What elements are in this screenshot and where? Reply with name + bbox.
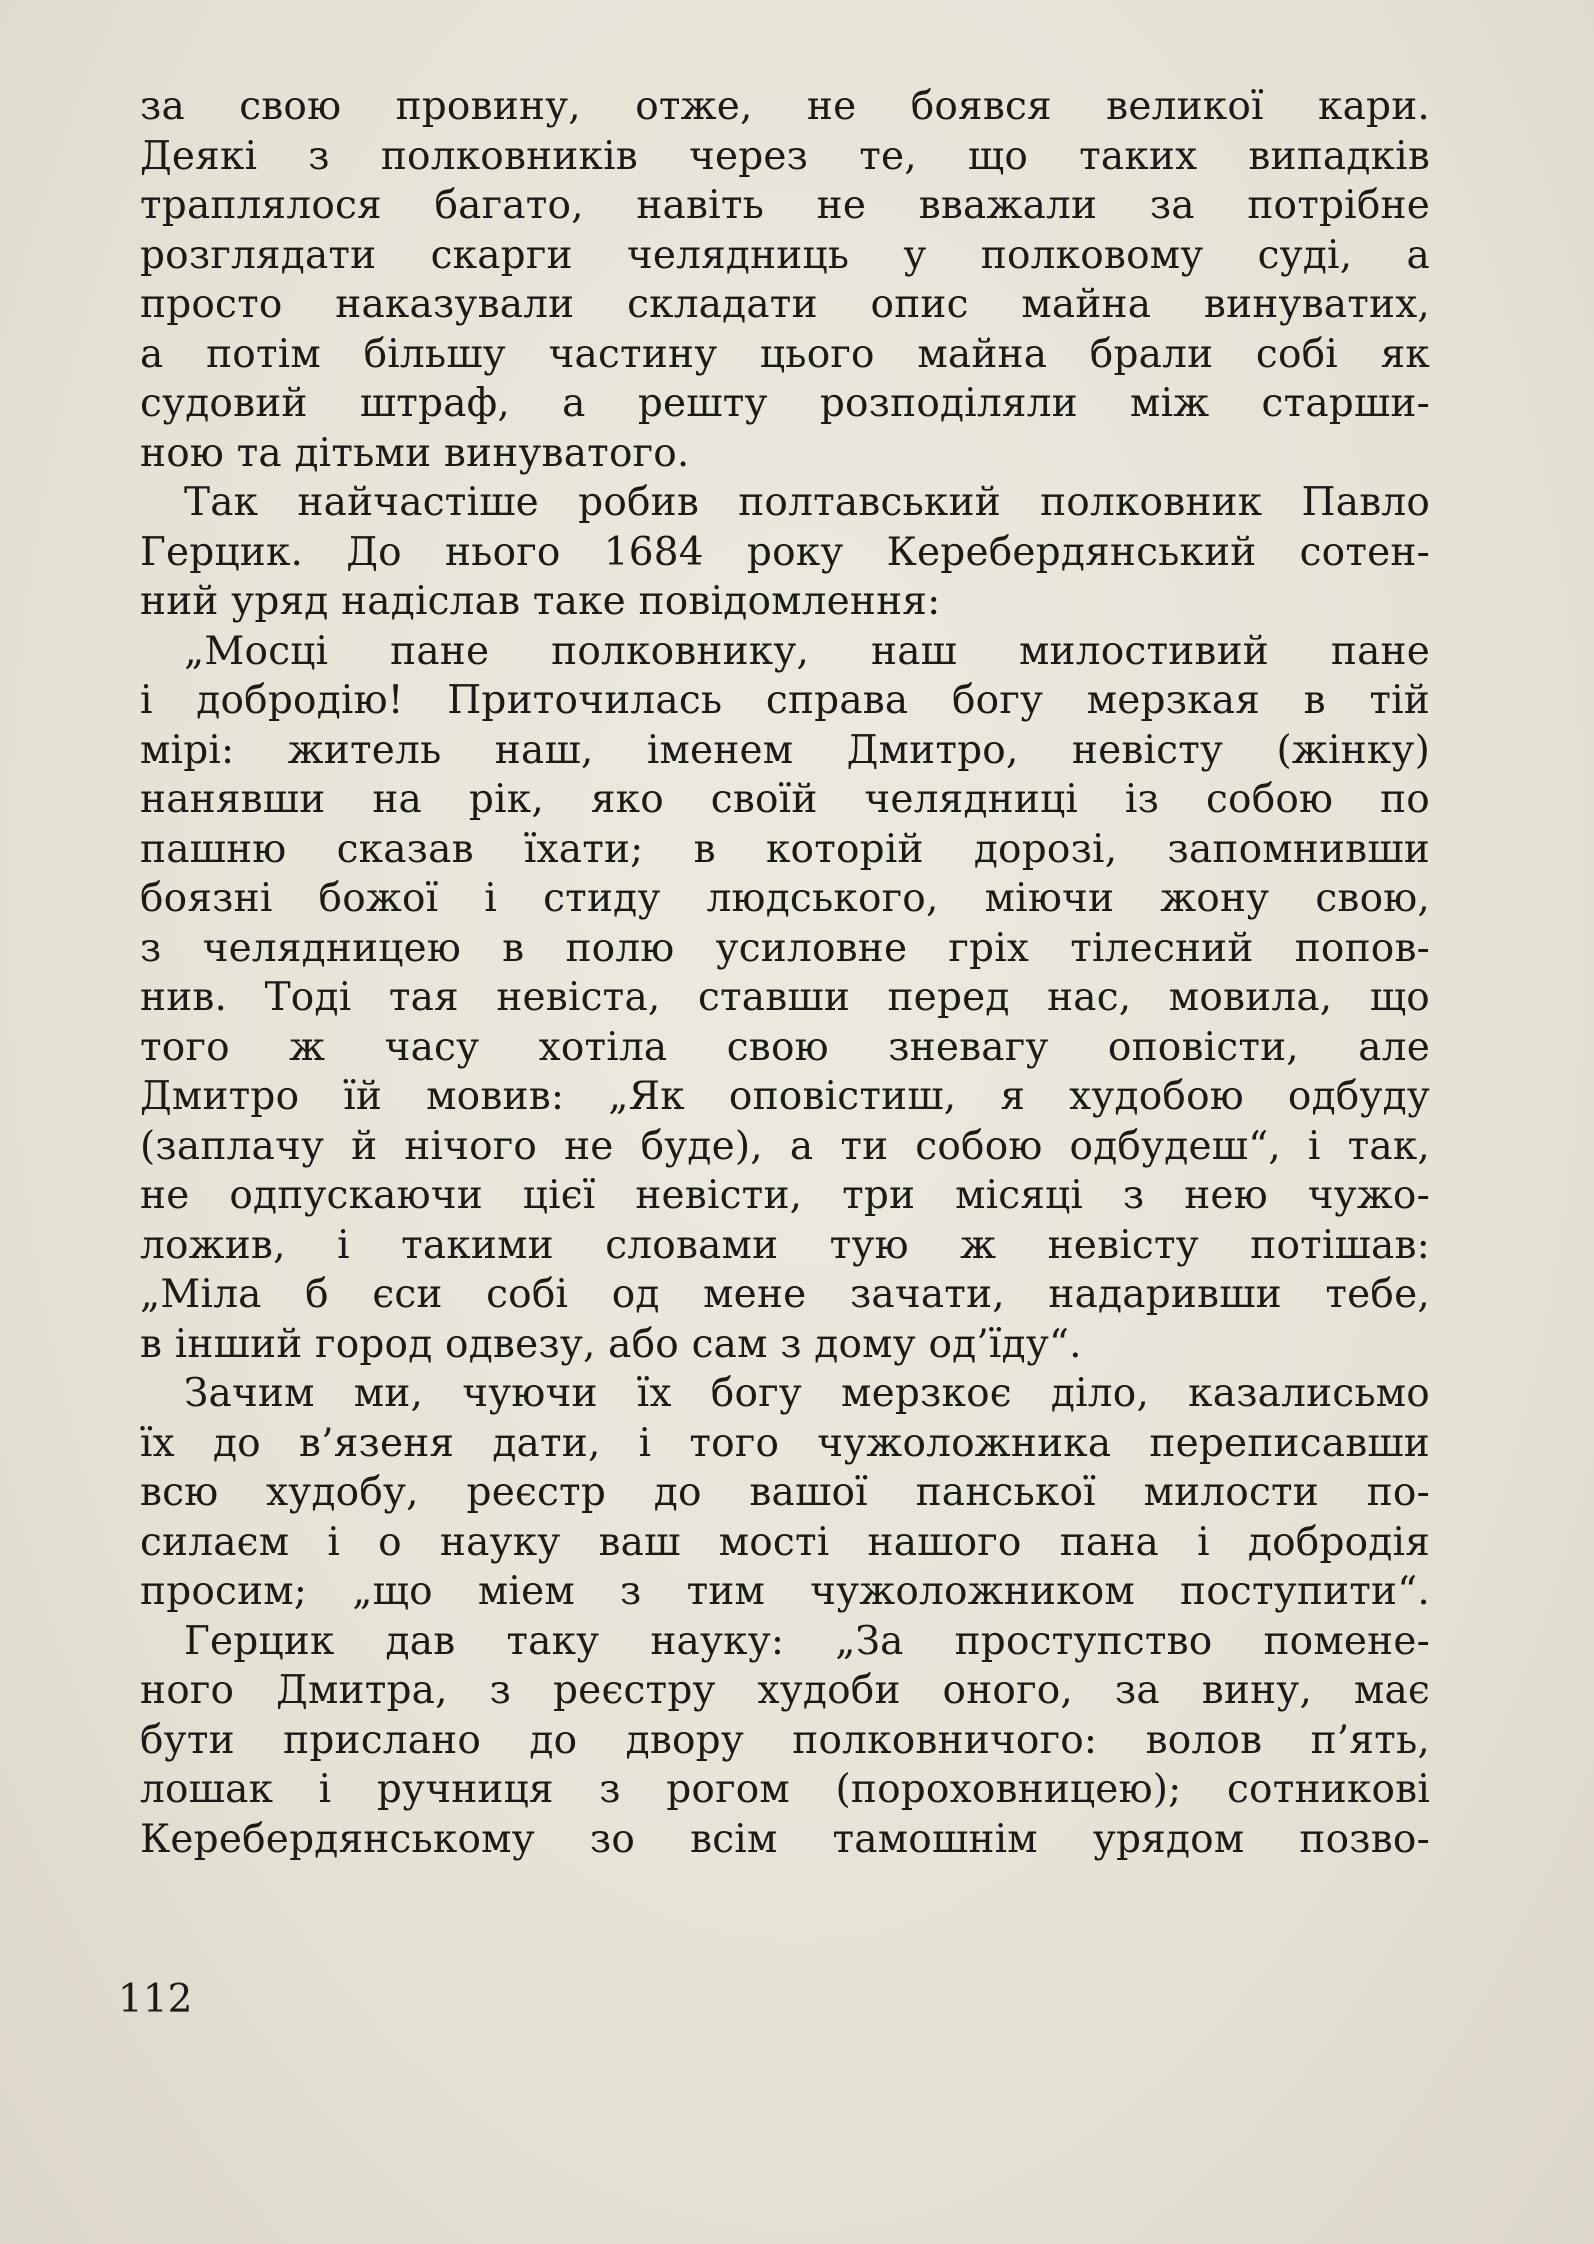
paragraph-start-line: Так найчастіше робив полтавський полковник Павло xyxy=(184,480,1430,525)
text-line: бути прислано до двору полковничого: волов п’ять, xyxy=(140,1717,1430,1763)
text-line: „Міла б єси собі од мене зачати, надаривши тебе, xyxy=(140,1272,1430,1317)
text-line: ного Дмитра, з реєстру худоби оного, за вину, має xyxy=(140,1668,1430,1713)
text-line: (заплачу й нічого не буде), а ти собою одбудеш“, і так, xyxy=(140,1123,1430,1169)
text-line: всю худобу, реєстр до вашої панської милости по- xyxy=(140,1470,1430,1515)
text-line: траплялося багато, навіть не вважали за потрібне xyxy=(140,183,1430,228)
text-line: мірі: житель наш, іменем Дмитро, невісту (жінку) xyxy=(140,727,1430,773)
text-line: просто наказували складати опис майна винуватих, xyxy=(140,282,1430,327)
text-line: боязні божої і стиду людського, міючи жону свою, xyxy=(140,876,1430,921)
text-line: Керебердянському зо всім тамошнім урядом позво- xyxy=(140,1816,1430,1862)
text-line: в інший город одвезу, або сам з дому од’їду“. xyxy=(140,1321,1082,1367)
text-line: судовий штраф, а решту розподіляли між старши- xyxy=(140,381,1430,426)
text-line: а потім більшу частину цього майна брали собі як xyxy=(140,331,1430,377)
text-line: за свою провину, отже, не боявся великої кари. xyxy=(140,84,1430,129)
text-line: лошак і ручниця з рогом (пороховницею); сотникові xyxy=(140,1767,1430,1812)
text-line: Дмитро їй мовив: „Як оповістиш, я худобою одбуду xyxy=(140,1074,1430,1119)
text-line: силаєм і о науку ваш мості нашого пана і добродія xyxy=(140,1519,1430,1565)
text-line: ложив, і такими словами тую ж невісту потішав: xyxy=(140,1222,1430,1268)
text-line: ною та дітьми винуватого. xyxy=(140,430,690,476)
text-line: Деякі з полковників через те, що таких випадків xyxy=(140,133,1430,179)
paragraph-start-line: Зачим ми, чуючи їх богу мерзкоє діло, казалисьмо xyxy=(184,1371,1430,1416)
paragraph-start-line: „Мосці пане полковнику, наш милостивий пане xyxy=(184,628,1430,674)
text-line: нанявши на рік, яко своїй челядниці із собою по xyxy=(140,777,1430,822)
text-line: і добродію! Приточилась справа богу мерзкая в тій xyxy=(140,678,1430,723)
text-line: нив. Тоді тая невіста, ставши перед нас, мовила, що xyxy=(140,975,1430,1020)
text-line: не одпускаючи цієї невісти, три місяці з нею чужо- xyxy=(140,1173,1430,1218)
text-line: просим; „що міем з тим чужоложником поступити“. xyxy=(140,1569,1430,1614)
body-text xyxy=(140,82,1430,1864)
text-line: розглядати скарги челядниць у полковому суді, а xyxy=(140,232,1430,278)
text-line: пашню сказав їхати; в которій дорозі, запомнивши xyxy=(140,826,1430,872)
text-line: Герцик. До нього 1684 року Керебердянський сотен- xyxy=(140,529,1430,575)
text-line: ний уряд надіслав таке повідомлення: xyxy=(140,579,941,624)
text-line: того ж часу хотіла свою зневагу оповісти, але xyxy=(140,1024,1430,1070)
page-number: 112 xyxy=(118,1977,193,2022)
paragraph-start-line: Герцик дав таку науку: „За проступство помене- xyxy=(184,1618,1430,1664)
text-line: їх до в’язеня дати, і того чужоложника переписавши xyxy=(140,1420,1430,1466)
text-line: з челядницею в полю усиловне гріх тілесний попов- xyxy=(140,925,1430,971)
